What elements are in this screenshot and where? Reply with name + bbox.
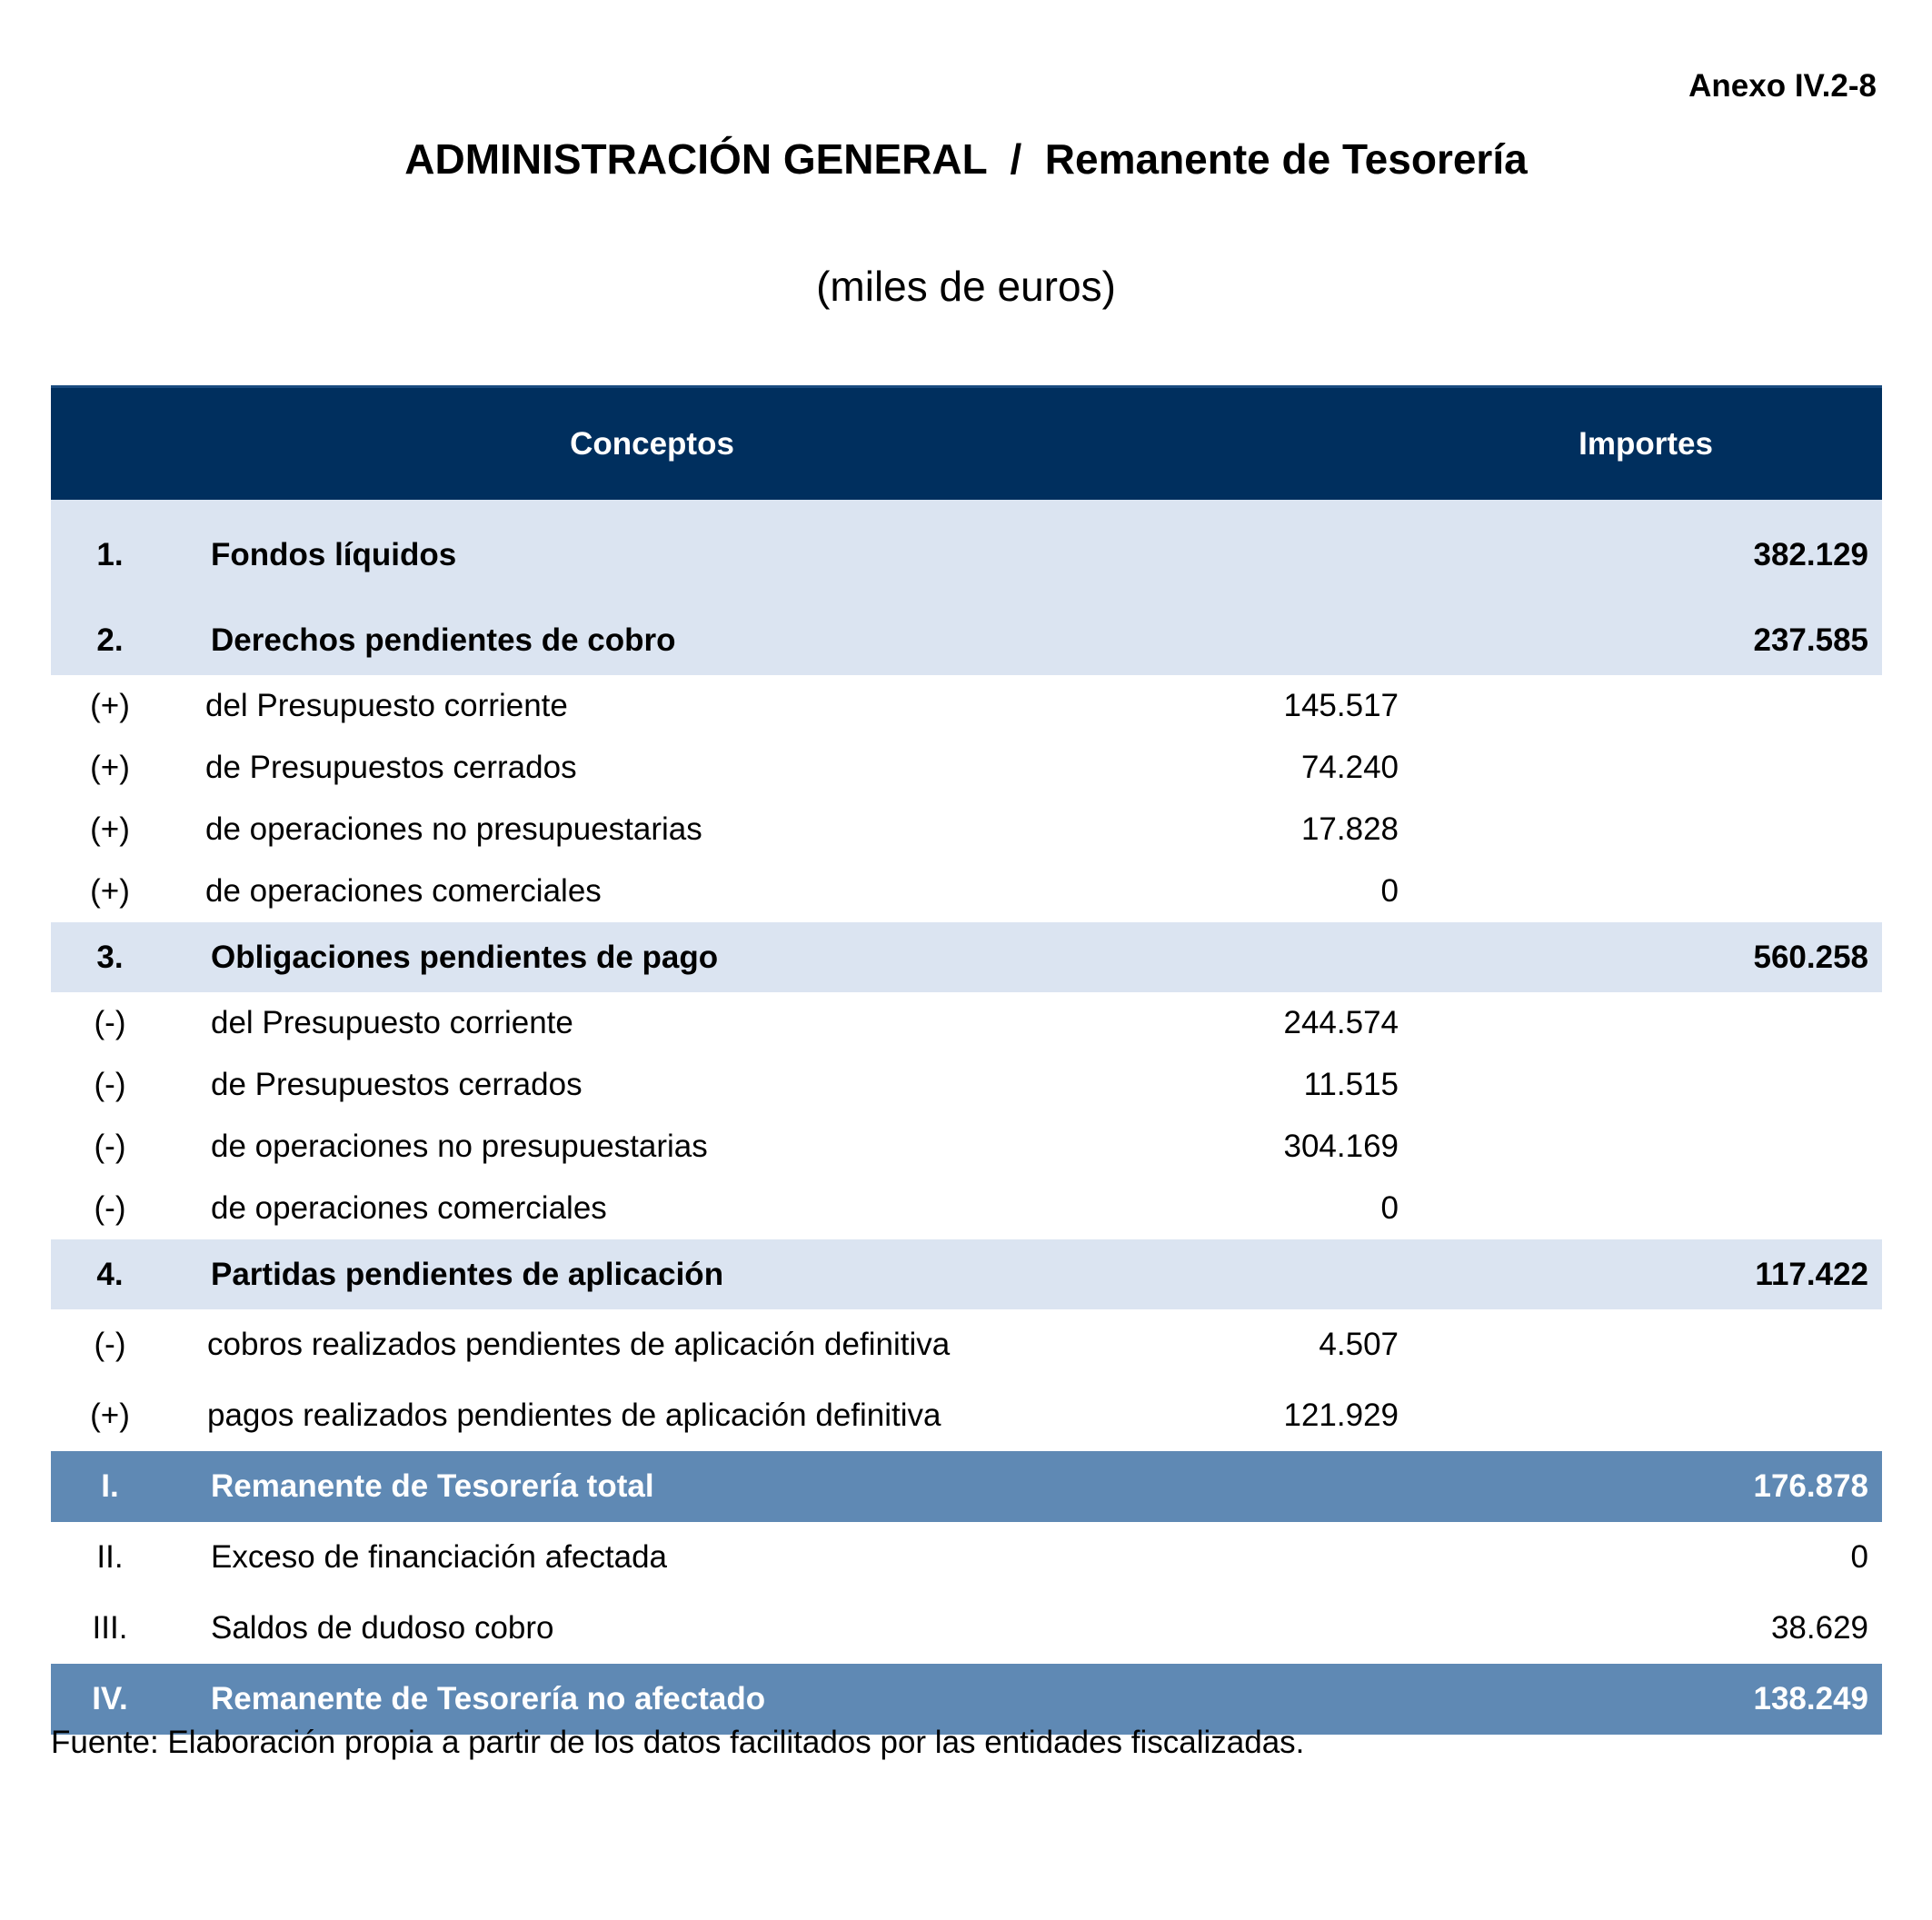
row-sign: (+): [51, 737, 169, 799]
row-label: Derechos pendientes de cobro: [169, 605, 1135, 675]
section-row-partidas: [51, 1239, 1882, 1309]
table-row: [51, 1309, 1882, 1380]
row-label: de operaciones no presupuestarias: [169, 799, 1135, 861]
row-total: 382.129: [1409, 500, 1882, 605]
header-concepts: Conceptos: [51, 387, 1135, 501]
table-row: [51, 1593, 1882, 1664]
table-header-row: [51, 387, 1882, 501]
row-value: 4.507: [1135, 1309, 1409, 1380]
table-row: [51, 799, 1882, 861]
row-sign: (-): [51, 1309, 169, 1380]
table-row: [51, 1054, 1882, 1116]
row-sign: (+): [51, 675, 169, 737]
table-row: [51, 1116, 1882, 1178]
row-sign: (+): [51, 799, 169, 861]
row-total: 117.422: [1409, 1239, 1882, 1309]
row-sign: (-): [51, 1054, 169, 1116]
row-label: Exceso de financiación afectada: [169, 1522, 1135, 1593]
row-number: 3.: [51, 922, 169, 992]
row-sign: (+): [51, 861, 169, 922]
units-subtitle: (miles de euros): [816, 263, 1116, 310]
row-total: 0: [1409, 1522, 1882, 1593]
row-value: 74.240: [1135, 737, 1409, 799]
section-row-obligaciones: [51, 922, 1882, 992]
row-value: 0: [1135, 861, 1409, 922]
row-label: cobros realizados pendientes de aplicación definitiva: [169, 1309, 1135, 1380]
row-total: 138.249: [1409, 1664, 1882, 1735]
row-value: 0: [1135, 1178, 1409, 1239]
row-value: 145.517: [1135, 675, 1409, 737]
row-value: 304.169: [1135, 1116, 1409, 1178]
row-label: de Presupuestos cerrados: [169, 1054, 1135, 1116]
row-label: Saldos de dudoso cobro: [169, 1593, 1135, 1664]
row-label: Partidas pendientes de aplicación: [169, 1239, 1135, 1309]
row-number: 2.: [51, 605, 169, 675]
row-total: 38.629: [1409, 1593, 1882, 1664]
table-row: [51, 675, 1882, 737]
annex-reference: Anexo IV.2-8: [1688, 68, 1877, 104]
row-label: del Presupuesto corriente: [169, 992, 1135, 1054]
table-row: [51, 1522, 1882, 1593]
section-row-derechos: [51, 605, 1882, 675]
row-value: 121.929: [1135, 1380, 1409, 1451]
row-total: 176.878: [1409, 1451, 1882, 1522]
row-total: 560.258: [1409, 922, 1882, 992]
source-note: Fuente: Elaboración propia a partir de los datos facilitados por las entidades fiscalizadas.: [51, 1725, 1305, 1760]
row-number: 1.: [51, 500, 169, 605]
row-number: 4.: [51, 1239, 169, 1309]
row-sign: (+): [51, 1380, 169, 1451]
row-sign: (-): [51, 1178, 169, 1239]
row-value: 11.515: [1135, 1054, 1409, 1116]
row-number: III.: [51, 1593, 169, 1664]
row-number: II.: [51, 1522, 169, 1593]
row-label: Obligaciones pendientes de pago: [169, 922, 1135, 992]
row-sign: (-): [51, 992, 169, 1054]
row-label: Remanente de Tesorería no afectado: [169, 1664, 1135, 1735]
table-row: [51, 1178, 1882, 1239]
row-total: 237.585: [1409, 605, 1882, 675]
table-row: [51, 861, 1882, 922]
table-row: [51, 992, 1882, 1054]
section-row-fondos: [51, 500, 1882, 605]
row-label: de operaciones comerciales: [169, 1178, 1135, 1239]
row-label: de operaciones comerciales: [169, 861, 1135, 922]
treasury-remainder-table: [51, 385, 1882, 1735]
page-title: ADMINISTRACIÓN GENERAL / Remanente de Tesorería: [404, 135, 1528, 183]
row-sign: (-): [51, 1116, 169, 1178]
header-amounts: Importes: [1135, 387, 1882, 501]
row-number: IV.: [51, 1664, 169, 1735]
row-label: Remanente de Tesorería total: [169, 1451, 1135, 1522]
row-label: Fondos líquidos: [169, 500, 1135, 605]
row-label: pagos realizados pendientes de aplicación definitiva: [169, 1380, 1135, 1451]
row-label: de operaciones no presupuestarias: [169, 1116, 1135, 1178]
row-label: de Presupuestos cerrados: [169, 737, 1135, 799]
result-row-total: [51, 1451, 1882, 1522]
row-number: I.: [51, 1451, 169, 1522]
table-row: [51, 737, 1882, 799]
table-row: [51, 1380, 1882, 1451]
row-value: 244.574: [1135, 992, 1409, 1054]
row-value: 17.828: [1135, 799, 1409, 861]
row-label: del Presupuesto corriente: [169, 675, 1135, 737]
